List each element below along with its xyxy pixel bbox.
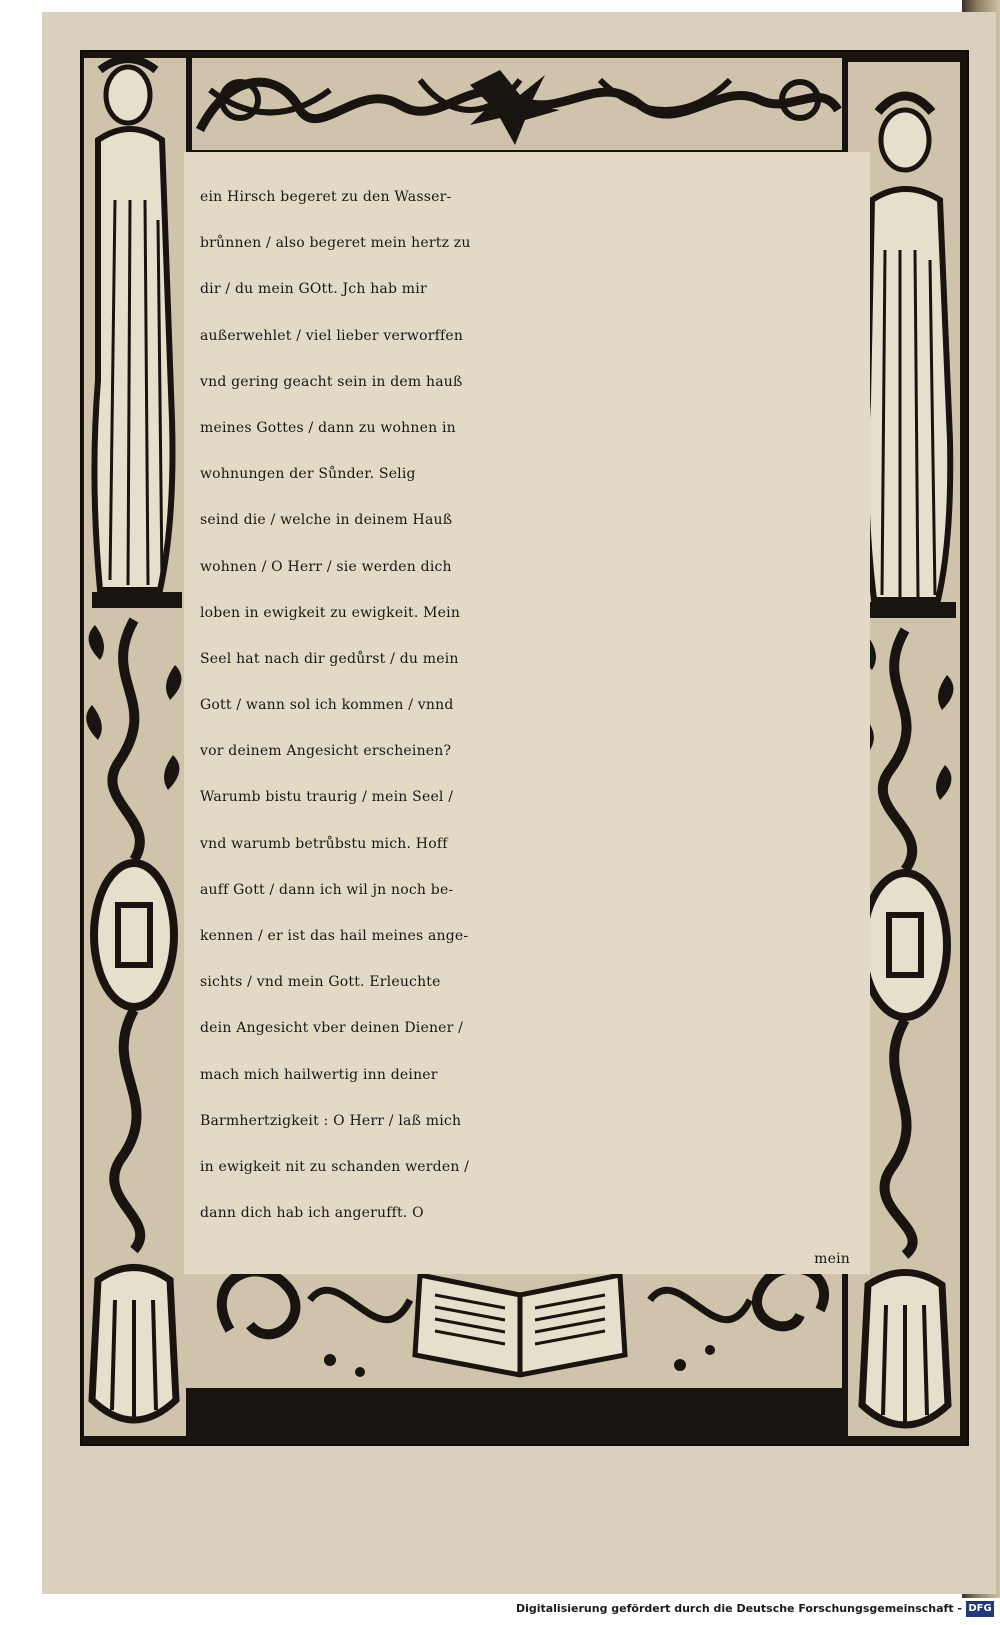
text-line: loben in ewigkeit zu ewigkeit. Mein [200, 604, 461, 621]
text-line: Seel hat nach dir gedůrst / du mein [200, 650, 459, 667]
text-line: Gott / wann sol ich kommen / vnnd [200, 697, 454, 714]
text-line: wohnen / O Herr / sie werden dich [200, 558, 452, 575]
text-line: vnd gering geacht sein in dem hauß [200, 373, 463, 390]
text-line: kennen / er ist das hail meines ange- [200, 928, 469, 944]
text-line: vnd warumb betrůbstu mich. Hoff [200, 835, 448, 852]
text-line: sichts / vnd mein Gott. Erleuchte [200, 974, 441, 991]
funding-credit: Digitalisierung gefördert durch die Deutsche Forschungsgemeinschaft - [515, 1602, 962, 1615]
text-line: außerwehlet / viel lieber verworffen [200, 327, 464, 344]
text-line: in ewigkeit nit zu schanden werden / [200, 1158, 470, 1175]
text-line: Warumb bistu traurig / mein Seel / [200, 789, 454, 806]
text-line: meines Gottes / dann zu wohnen in [200, 419, 456, 436]
catchword: mein [814, 1251, 850, 1268]
top-vine-ornament [192, 58, 842, 150]
psalm-text [200, 174, 860, 1283]
text-line: dann dich hab ich angerufft. O [200, 1205, 424, 1222]
text-line: dein Angesicht vber deinen Diener / [200, 1020, 464, 1037]
text-line: seind die / welche in deinem Hauß [200, 512, 453, 529]
text-line: Barmhertzigkeit : O Herr / laß mich [200, 1112, 462, 1129]
dfg-logo: DFG [966, 1601, 994, 1617]
left-column-ornament [84, 58, 186, 1436]
digitization-footer [0, 1598, 1000, 1625]
text-line: mach mich hailwertig inn deiner [200, 1066, 438, 1083]
text-line: dir / du mein GOtt. Jch hab mir [200, 281, 427, 298]
text-line: brůnnen / also begeret mein hertz zu [200, 235, 471, 252]
text-line: auff Gott / dann ich wil jn noch be- [200, 881, 454, 898]
text-line: wohnungen der Sůnder. Selig [200, 466, 416, 483]
text-line: vor deinem Angesicht erscheinen? [200, 743, 452, 760]
text-line: ein Hirsch begeret zu den Wasser- [200, 189, 452, 205]
